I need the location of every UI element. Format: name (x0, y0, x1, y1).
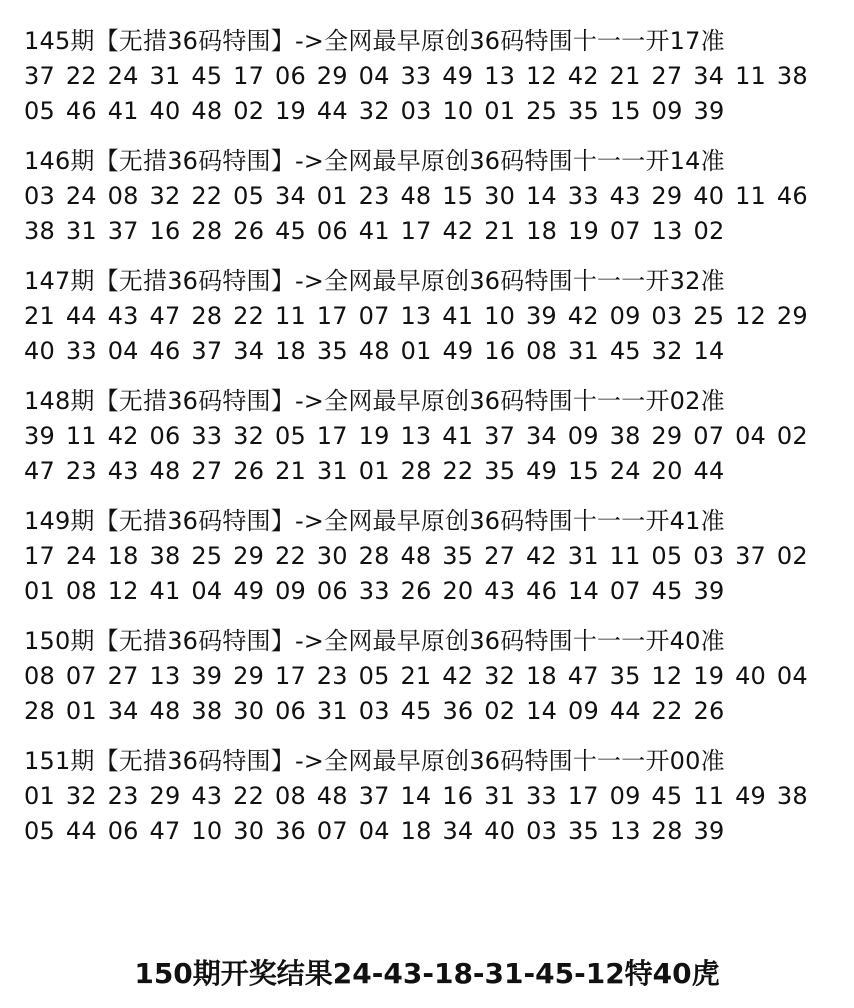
number-cell: 13 (400, 302, 432, 330)
number-cell: 44 (65, 302, 97, 330)
period-header: 151期【无措36码特围】->全网最早原创36码特围十一一开00准 (24, 747, 725, 775)
number-cell: 42 (567, 62, 599, 90)
number-cell: 33 (358, 577, 390, 605)
number-cell: 22 (442, 457, 474, 485)
number-cell: 37 (107, 217, 139, 245)
number-cell: 02 (776, 542, 808, 570)
number-cell: 23 (65, 457, 97, 485)
number-cell: 20 (651, 457, 683, 485)
number-cell: 31 (567, 542, 599, 570)
period-block (24, 504, 834, 624)
number-cell: 31 (567, 337, 599, 365)
number-cell: 31 (484, 782, 516, 810)
number-cell: 28 (651, 817, 683, 845)
number-cell: 35 (567, 817, 599, 845)
number-cell: 06 (275, 697, 307, 725)
number-cell: 15 (609, 97, 641, 125)
number-cell: 28 (24, 697, 55, 725)
number-cell: 09 (651, 97, 683, 125)
number-cell: 26 (233, 217, 265, 245)
number-cell: 47 (149, 817, 181, 845)
number-cell: 27 (484, 542, 516, 570)
period-header: 148期【无措36码特围】->全网最早原创36码特围十一一开02准 (24, 387, 725, 415)
number-cell: 14 (526, 697, 558, 725)
number-cell: 48 (149, 457, 181, 485)
number-cell: 43 (609, 182, 641, 210)
number-cell: 18 (400, 817, 432, 845)
number-row (24, 299, 808, 334)
number-cell: 25 (526, 97, 558, 125)
number-cell: 09 (275, 577, 307, 605)
number-cell: 18 (275, 337, 307, 365)
number-cell: 45 (400, 697, 432, 725)
number-cell: 46 (776, 182, 808, 210)
draw-result-footer: 150期开奖结果24-43-18-31-45-12特40虎 (134, 957, 720, 990)
number-cell: 03 (693, 542, 725, 570)
number-cell: 41 (442, 302, 474, 330)
number-cell: 28 (400, 457, 432, 485)
number-cell: 14 (400, 782, 432, 810)
number-cell: 12 (735, 302, 767, 330)
number-cell: 08 (274, 782, 306, 810)
number-cell: 01 (316, 182, 348, 210)
number-cell: 09 (609, 782, 641, 810)
number-cell: 02 (693, 217, 725, 245)
number-cell: 45 (275, 217, 307, 245)
number-cell: 01 (65, 697, 97, 725)
period-header: 150期【无措36码特围】->全网最早原创36码特围十一一开40准 (24, 627, 725, 655)
number-cell: 04 (735, 422, 767, 450)
number-cell: 27 (651, 62, 683, 90)
number-row (24, 814, 808, 849)
number-cell: 02 (776, 422, 808, 450)
number-cell: 04 (776, 662, 808, 690)
number-cell: 04 (191, 577, 223, 605)
number-cell: 49 (526, 457, 558, 485)
period-header: 147期【无措36码特围】->全网最早原创36码特围十一一开32准 (24, 267, 725, 295)
number-cell: 44 (609, 697, 641, 725)
number-cell: 04 (358, 62, 390, 90)
number-cell: 08 (65, 577, 97, 605)
number-cell: 30 (316, 542, 348, 570)
number-cell: 06 (316, 217, 348, 245)
number-cell: 34 (233, 337, 265, 365)
number-cell: 38 (191, 697, 223, 725)
number-cell: 14 (525, 182, 557, 210)
number-cell: 47 (567, 662, 599, 690)
number-cell: 35 (484, 457, 516, 485)
number-cell: 31 (316, 457, 348, 485)
number-cell: 03 (400, 97, 432, 125)
number-cell: 44 (316, 97, 348, 125)
number-cell: 13 (400, 422, 432, 450)
number-cell: 03 (526, 817, 558, 845)
number-cell: 24 (65, 542, 97, 570)
number-cell: 07 (609, 217, 641, 245)
number-cell: 40 (24, 337, 55, 365)
number-cell: 10 (442, 97, 474, 125)
number-cell: 17 (274, 662, 306, 690)
number-cell: 11 (65, 422, 97, 450)
number-cell: 29 (233, 542, 265, 570)
number-cell: 21 (24, 302, 55, 330)
number-cell: 37 (191, 337, 223, 365)
number-cell: 22 (651, 697, 683, 725)
number-cell: 08 (526, 337, 558, 365)
period-list (24, 24, 834, 864)
number-cell: 22 (233, 782, 265, 810)
number-cell: 34 (693, 62, 725, 90)
number-row (24, 179, 808, 214)
period-header: 149期【无措36码特围】->全网最早原创36码特围十一一开41准 (24, 507, 725, 535)
number-cell: 17 (316, 302, 348, 330)
number-cell: 02 (484, 697, 516, 725)
number-cell: 30 (484, 182, 516, 210)
number-cell: 45 (191, 62, 223, 90)
number-cell: 24 (65, 182, 97, 210)
number-cell: 38 (24, 217, 55, 245)
number-cell: 47 (149, 302, 181, 330)
number-cell: 11 (274, 302, 306, 330)
number-cell: 25 (191, 542, 223, 570)
period-header: 146期【无措36码特围】->全网最早原创36码特围十一一开14准 (24, 147, 725, 175)
number-row (24, 574, 808, 609)
number-cell: 35 (316, 337, 348, 365)
number-cell: 05 (651, 542, 683, 570)
number-cell: 48 (400, 542, 432, 570)
number-cell: 17 (316, 422, 348, 450)
number-cell: 32 (651, 337, 683, 365)
number-cell: 23 (358, 182, 390, 210)
number-cell: 39 (693, 817, 725, 845)
number-cell: 07 (693, 422, 725, 450)
number-cell: 34 (107, 697, 139, 725)
number-cell: 18 (525, 662, 557, 690)
number-cell: 01 (400, 337, 432, 365)
number-row (24, 94, 808, 129)
number-cell: 40 (735, 662, 767, 690)
number-cell: 33 (191, 422, 223, 450)
number-cell: 31 (149, 62, 181, 90)
number-cell: 49 (233, 577, 265, 605)
number-cell: 40 (693, 182, 725, 210)
number-row (24, 659, 808, 694)
number-cell: 17 (567, 782, 599, 810)
number-cell: 29 (651, 422, 683, 450)
number-row (24, 214, 808, 249)
number-cell: 09 (567, 422, 599, 450)
number-cell: 06 (274, 62, 306, 90)
number-cell: 05 (233, 182, 265, 210)
number-cell: 23 (316, 662, 348, 690)
number-cell: 07 (358, 302, 390, 330)
number-cell: 33 (567, 182, 599, 210)
number-cell: 22 (65, 62, 97, 90)
number-cell: 33 (525, 782, 557, 810)
number-cell: 48 (191, 97, 223, 125)
number-row (24, 419, 808, 454)
number-cell: 18 (526, 217, 558, 245)
number-cell: 48 (358, 337, 390, 365)
number-cell: 39 (693, 577, 725, 605)
number-cell: 30 (233, 697, 265, 725)
number-cell: 04 (358, 817, 390, 845)
number-cell: 29 (316, 62, 348, 90)
number-cell: 30 (233, 817, 265, 845)
number-cell: 25 (693, 302, 725, 330)
number-cell: 38 (609, 422, 641, 450)
number-cell: 24 (609, 457, 641, 485)
number-cell: 42 (442, 217, 474, 245)
number-cell: 40 (484, 817, 516, 845)
number-cell: 47 (24, 457, 55, 485)
number-cell: 37 (735, 542, 767, 570)
number-cell: 43 (107, 457, 139, 485)
number-cell: 28 (191, 302, 223, 330)
number-cell: 41 (149, 577, 181, 605)
number-cell: 34 (442, 817, 474, 845)
number-cell: 41 (442, 422, 474, 450)
number-cell: 04 (107, 337, 139, 365)
number-cell: 45 (609, 337, 641, 365)
number-row (24, 454, 808, 489)
number-cell: 27 (191, 457, 223, 485)
number-cell: 35 (567, 97, 599, 125)
number-cell: 07 (316, 817, 348, 845)
number-cell: 07 (65, 662, 97, 690)
number-cell: 49 (442, 337, 474, 365)
number-cell: 21 (609, 62, 641, 90)
number-cell: 02 (233, 97, 265, 125)
number-cell: 41 (358, 217, 390, 245)
number-cell: 09 (567, 697, 599, 725)
number-cell: 12 (651, 662, 683, 690)
number-cell: 16 (442, 782, 474, 810)
number-cell: 29 (149, 782, 181, 810)
number-cell: 43 (107, 302, 139, 330)
number-cell: 13 (149, 662, 181, 690)
number-cell: 49 (735, 782, 767, 810)
number-row (24, 334, 808, 369)
number-cell: 48 (149, 697, 181, 725)
number-cell: 46 (526, 577, 558, 605)
number-cell: 13 (651, 217, 683, 245)
number-cell: 42 (107, 422, 139, 450)
number-cell: 36 (275, 817, 307, 845)
number-cell: 38 (149, 542, 181, 570)
number-cell: 27 (107, 662, 139, 690)
number-cell: 11 (735, 182, 767, 210)
number-cell: 39 (525, 302, 557, 330)
number-cell: 31 (65, 217, 97, 245)
number-cell: 05 (24, 817, 55, 845)
number-cell: 08 (107, 182, 139, 210)
number-cell: 12 (107, 577, 139, 605)
number-cell: 39 (24, 422, 55, 450)
number-row (24, 779, 808, 814)
number-cell: 37 (358, 782, 390, 810)
number-cell: 34 (274, 182, 306, 210)
number-cell: 22 (233, 302, 265, 330)
number-cell: 32 (358, 97, 390, 125)
number-cell: 07 (609, 577, 641, 605)
number-cell: 22 (274, 542, 306, 570)
number-cell: 45 (651, 577, 683, 605)
number-cell: 37 (24, 62, 55, 90)
number-row (24, 694, 808, 729)
number-cell: 28 (191, 217, 223, 245)
number-cell: 14 (693, 337, 725, 365)
number-cell: 10 (191, 817, 223, 845)
number-cell: 13 (609, 817, 641, 845)
number-cell: 10 (484, 302, 516, 330)
number-cell: 16 (484, 337, 516, 365)
number-cell: 35 (609, 662, 641, 690)
number-cell: 38 (776, 62, 808, 90)
number-cell: 37 (484, 422, 516, 450)
number-cell: 21 (484, 217, 516, 245)
number-cell: 05 (274, 422, 306, 450)
number-cell: 48 (316, 782, 348, 810)
period-block (24, 744, 834, 864)
number-cell: 15 (567, 457, 599, 485)
number-cell: 03 (651, 302, 683, 330)
number-cell: 24 (107, 62, 139, 90)
number-cell: 26 (400, 577, 432, 605)
number-cell: 44 (693, 457, 725, 485)
number-cell: 26 (233, 457, 265, 485)
number-cell: 11 (735, 62, 767, 90)
number-cell: 29 (651, 182, 683, 210)
number-cell: 32 (484, 662, 516, 690)
number-row (24, 539, 808, 574)
number-cell: 35 (442, 542, 474, 570)
number-cell: 16 (149, 217, 181, 245)
number-cell: 21 (275, 457, 307, 485)
number-cell: 05 (358, 662, 390, 690)
number-cell: 33 (400, 62, 432, 90)
period-block (24, 384, 834, 504)
number-cell: 33 (65, 337, 97, 365)
number-cell: 44 (65, 817, 97, 845)
number-cell: 46 (149, 337, 181, 365)
number-cell: 43 (484, 577, 516, 605)
number-cell: 09 (609, 302, 641, 330)
period-block (24, 264, 834, 384)
number-cell: 42 (525, 542, 557, 570)
number-cell: 19 (693, 662, 725, 690)
number-cell: 29 (233, 662, 265, 690)
number-cell: 06 (107, 817, 139, 845)
number-cell: 01 (24, 782, 55, 810)
number-cell: 14 (567, 577, 599, 605)
number-cell: 05 (24, 97, 55, 125)
number-cell: 32 (65, 782, 97, 810)
number-cell: 32 (149, 182, 181, 210)
number-cell: 15 (442, 182, 474, 210)
number-cell: 26 (693, 697, 725, 725)
number-cell: 01 (358, 457, 390, 485)
number-cell: 39 (191, 662, 223, 690)
number-cell: 01 (24, 577, 55, 605)
number-cell: 46 (65, 97, 97, 125)
number-cell: 39 (693, 97, 725, 125)
number-cell: 19 (275, 97, 307, 125)
number-cell: 01 (484, 97, 516, 125)
number-cell: 19 (358, 422, 390, 450)
number-cell: 38 (776, 782, 808, 810)
number-cell: 21 (400, 662, 432, 690)
number-cell: 20 (442, 577, 474, 605)
number-cell: 06 (149, 422, 181, 450)
number-cell: 28 (358, 542, 390, 570)
number-cell: 13 (484, 62, 516, 90)
number-cell: 43 (191, 782, 223, 810)
number-cell: 17 (400, 217, 432, 245)
number-cell: 19 (567, 217, 599, 245)
number-cell: 42 (442, 662, 474, 690)
period-header: 145期【无措36码特围】->全网最早原创36码特围十一一开17准 (24, 27, 725, 55)
period-block (24, 144, 834, 264)
number-cell: 29 (776, 302, 808, 330)
number-cell: 22 (191, 182, 223, 210)
number-cell: 42 (567, 302, 599, 330)
number-cell: 17 (24, 542, 55, 570)
number-cell: 03 (358, 697, 390, 725)
period-block (24, 24, 834, 144)
number-cell: 32 (233, 422, 265, 450)
number-cell: 06 (316, 577, 348, 605)
number-cell: 12 (525, 62, 557, 90)
number-cell: 11 (693, 782, 725, 810)
number-cell: 18 (107, 542, 139, 570)
number-cell: 08 (24, 662, 55, 690)
period-block (24, 624, 834, 744)
number-cell: 41 (107, 97, 139, 125)
number-cell: 23 (107, 782, 139, 810)
number-cell: 34 (525, 422, 557, 450)
number-cell: 31 (316, 697, 348, 725)
number-row (24, 59, 808, 94)
number-cell: 40 (149, 97, 181, 125)
number-cell: 17 (233, 62, 265, 90)
number-cell: 36 (442, 697, 474, 725)
number-cell: 45 (651, 782, 683, 810)
number-cell: 49 (442, 62, 474, 90)
number-cell: 11 (609, 542, 641, 570)
number-cell: 03 (24, 182, 55, 210)
number-cell: 48 (400, 182, 432, 210)
